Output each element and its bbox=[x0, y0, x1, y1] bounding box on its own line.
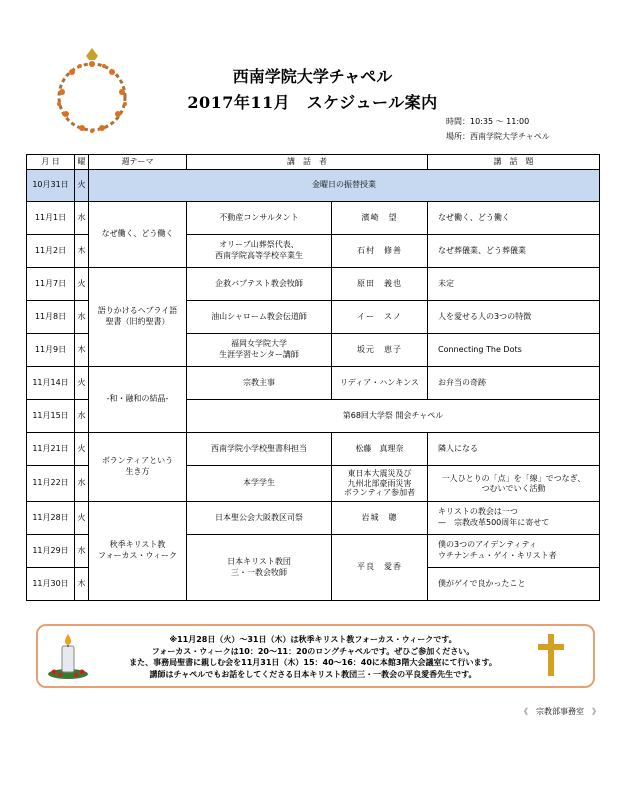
row-date: 11月2日 bbox=[27, 235, 75, 268]
row-dow: 木 bbox=[75, 568, 89, 601]
row-speaker-name: 原田 義也 bbox=[332, 268, 428, 301]
row-date: 11月9日 bbox=[27, 334, 75, 367]
row-affiliation: 宗教主事 bbox=[187, 367, 332, 400]
row-merged-event: 第68回大学祭 開会チャペル bbox=[187, 400, 600, 433]
row-dow: 火 bbox=[75, 502, 89, 535]
table-row bbox=[27, 202, 600, 235]
row-affiliation: 日本キリスト教団 三・一教会牧師 bbox=[187, 535, 332, 601]
row-speaker-name: 東日本大震災及び 九州北部豪雨災害 ボランティア参加者 bbox=[332, 466, 428, 502]
table-row bbox=[27, 367, 600, 400]
schedule-table bbox=[26, 154, 600, 601]
header-speaker: 講 話 者 bbox=[187, 155, 428, 170]
row-topic: なぜ働く、どう働く bbox=[428, 202, 600, 235]
notice-line: また、事務局聖書に親しむ会を11月31日（木）15：40～16：40に本館3階大会議室にて行います。 bbox=[129, 658, 497, 668]
place-info: 場所：西南学院大学チャペル bbox=[446, 132, 550, 141]
row-theme: 秋季キリスト教 フォーカス・ウィーク bbox=[89, 502, 187, 601]
row-topic: お弁当の奇跡 bbox=[428, 367, 600, 400]
row-speaker-name: 石村 修善 bbox=[332, 235, 428, 268]
row-theme: ボランティアという 生き方 bbox=[89, 433, 187, 502]
row-dow: 水 bbox=[75, 202, 89, 235]
row-dow: 水 bbox=[75, 535, 89, 568]
row-topic: Connecting The Dots bbox=[428, 334, 600, 367]
row-theme: なぜ働く、どう働く bbox=[89, 202, 187, 268]
row-theme: -和・融和の結晶- bbox=[89, 367, 187, 433]
row-topic: 隣人になる bbox=[428, 433, 600, 466]
row-date: 11月29日 bbox=[27, 535, 75, 568]
header-topic: 講 話 題 bbox=[428, 155, 600, 170]
row-date: 11月8日 bbox=[27, 301, 75, 334]
row-topic: 僕の3つのアイデンティティ ウチナンチュ・ゲイ・キリスト者 bbox=[428, 535, 600, 568]
row-dow: 木 bbox=[75, 235, 89, 268]
row-topic: 未定 bbox=[428, 268, 600, 301]
notice-line: 講師はチャペルでもお話をしてくださる日本キリスト教団三・一教会の平良愛香先生です。 bbox=[149, 669, 477, 679]
page-title: 西南学院大学チャペル bbox=[232, 67, 393, 86]
row-date: 11月7日 bbox=[27, 268, 75, 301]
row-topic: 僕がゲイで良かったこと bbox=[428, 568, 600, 601]
notice-line: フォーカス・ウィークは10：20～11：20のロングチャペルです。ぜひご参加ください。 bbox=[151, 646, 475, 656]
row-speaker-name: 岩城 聰 bbox=[332, 502, 428, 535]
table-row bbox=[27, 502, 600, 535]
row-date: 11月15日 bbox=[27, 400, 75, 433]
row-dow: 火 bbox=[75, 170, 89, 202]
row-date: 11月22日 bbox=[27, 466, 75, 502]
row-affiliation: 福岡女学院大学 生涯学習センター講師 bbox=[187, 334, 332, 367]
row-affiliation: オリーブ山葬祭代表、 西南学院高等学校卒業生 bbox=[187, 235, 332, 268]
header-theme: 週テーマ bbox=[89, 155, 187, 170]
notice-text bbox=[98, 634, 528, 680]
row-topic: なぜ葬儀業、どう葬儀業 bbox=[428, 235, 600, 268]
row-topic: 人を愛せる人の3つの特徴 bbox=[428, 301, 600, 334]
row-affiliation: 西南学院小学校聖書科担当 bbox=[187, 433, 332, 466]
row-dow: 木 bbox=[75, 334, 89, 367]
row-date: 11月1日 bbox=[27, 202, 75, 235]
footer-office: 《 宗教部事務室 》 bbox=[520, 707, 600, 716]
row-date: 11月30日 bbox=[27, 568, 75, 601]
table-row bbox=[27, 268, 600, 301]
row-dow: 火 bbox=[75, 367, 89, 400]
row-affiliation: 企救バプテスト教会牧師 bbox=[187, 268, 332, 301]
row-speaker-name: イー スノ bbox=[332, 301, 428, 334]
header-date: 月 日 bbox=[27, 155, 75, 170]
row-affiliation: 油山シャローム教会伝道師 bbox=[187, 301, 332, 334]
row-dow: 火 bbox=[75, 433, 89, 466]
candle-icon bbox=[46, 630, 90, 680]
row-affiliation: 本学学生 bbox=[187, 466, 332, 502]
notice-box bbox=[36, 624, 595, 688]
row-speaker-name: 坂元 恵子 bbox=[332, 334, 428, 367]
row-speaker-name: リディア・ハンキンス bbox=[332, 367, 428, 400]
table-row bbox=[27, 170, 600, 202]
row-date: 11月28日 bbox=[27, 502, 75, 535]
cross-icon bbox=[536, 632, 566, 678]
row-merged-event: 金曜日の振替授業 bbox=[89, 170, 600, 202]
notice-line: ※11月28日（火）～31日（木）は秋季キリスト教フォーカス・ウィークです。 bbox=[169, 635, 457, 644]
row-dow: 水 bbox=[75, 301, 89, 334]
table-header-row bbox=[27, 155, 600, 170]
row-dow: 水 bbox=[75, 466, 89, 502]
row-affiliation: 日本聖公会大阪教区司祭 bbox=[187, 502, 332, 535]
table-row bbox=[27, 433, 600, 466]
row-date: 11月14日 bbox=[27, 367, 75, 400]
row-speaker-name: 松藤 真理奈 bbox=[332, 433, 428, 466]
row-topic: キリストの教会は一つ — 宗教改革500周年に寄せて bbox=[428, 502, 600, 535]
row-topic: 一人ひとりの「点」を「線」でつなぎ、 つむいでいく活動 bbox=[428, 466, 600, 502]
row-dow: 水 bbox=[75, 400, 89, 433]
time-info: 時間：10:35 ～ 11:00 bbox=[446, 117, 530, 126]
header-dow: 曜 bbox=[75, 155, 89, 170]
row-date: 11月21日 bbox=[27, 433, 75, 466]
row-speaker-name: 濱崎 望 bbox=[332, 202, 428, 235]
row-dow: 火 bbox=[75, 268, 89, 301]
row-affiliation: 不動産コンサルタント bbox=[187, 202, 332, 235]
row-speaker-name: 平良 愛香 bbox=[332, 535, 428, 601]
row-theme: 語りかけるヘブライ語 聖書（旧約聖書） bbox=[89, 268, 187, 367]
row-date: 10月31日 bbox=[27, 170, 75, 202]
page-subtitle: 2017年11月 スケジュール案内 bbox=[187, 93, 438, 112]
